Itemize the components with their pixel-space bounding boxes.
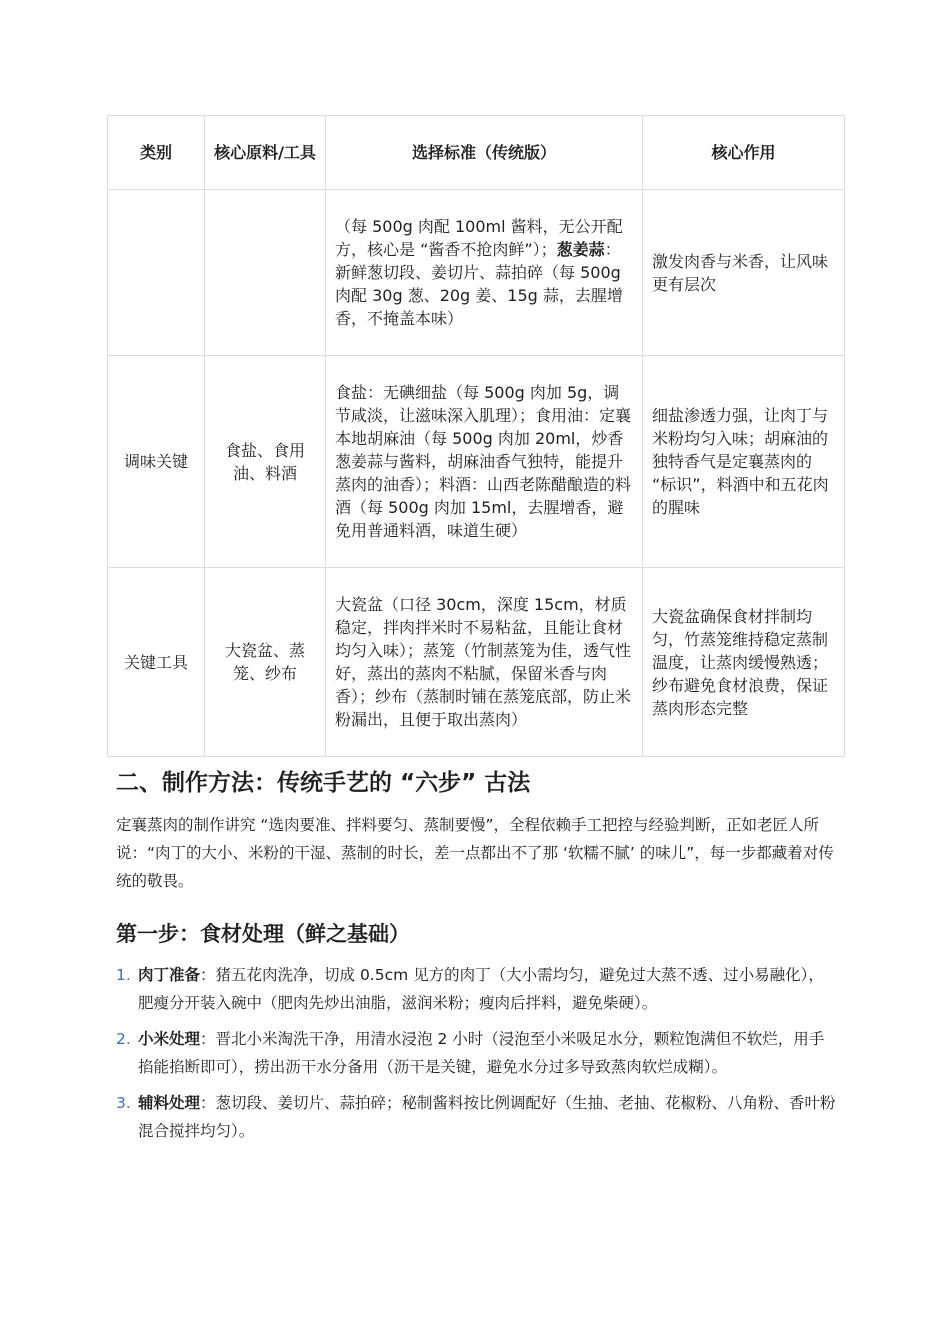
section-heading: 二、制作方法：传统手艺的 “六步” 古法 <box>116 770 531 796</box>
table-row <box>108 356 845 568</box>
list-item <box>116 1089 836 1145</box>
document-page <box>107 115 844 1153</box>
item-label: 辅料处理 <box>138 1094 201 1112</box>
item-label: 肉丁准备 <box>138 966 201 984</box>
item-text: ：晋北小米淘洗干净，用清水浸泡 2 小时（浸泡至小米吸足水分，颗粒饱满但不软烂，用手掐能掐断即可），捞出沥干水分备用（沥干是关键，避免水分过多导致蒸肉软烂成糊）。 <box>138 1030 825 1076</box>
cell-standard: 食盐：无碘细盐（每 500g 肉加 5g，调节咸淡，让滋味深入肌理）；食用油：定襄本地胡麻油（每 500g 肉加 20ml，炒香葱姜蒜与酱料，胡麻油香气独特，能提升蒸肉的油香）；料酒：山西老陈醋酿造的料酒（每 500g 肉加 15ml，去腥增香，避免用普通料酒，味道生硬） <box>326 356 643 568</box>
standard-text-post: ：新鲜葱切段、姜切片、蒜拍碎（每 500g 肉配 30g 葱、20g 姜、15g 蒜，去腥增香，不掩盖本味） <box>335 240 623 328</box>
cell-category: 关键工具 <box>108 568 205 757</box>
list-item <box>116 961 836 1017</box>
list-item <box>116 1025 836 1081</box>
cell-standard <box>326 190 643 356</box>
cell-standard: 大瓷盆（口径 30cm，深度 15cm，材质稳定，拌肉拌米时不易粘盆，且能让食材均匀入味）；蒸笼（竹制蒸笼为佳，透气性好，蒸出的蒸肉不粘腻，保留米香与肉香）；纱布（蒸制时铺在蒸笼底部，防止米粉漏出，且便于取出蒸肉） <box>326 568 643 757</box>
cell-category: 调味关键 <box>108 356 205 568</box>
header-materials: 核心原料/工具 <box>205 116 326 190</box>
table-row <box>108 568 845 757</box>
cell-role: 激发肉香与米香，让风味更有层次 <box>643 190 845 356</box>
cell-materials <box>205 190 326 356</box>
intro-paragraph: 定襄蒸肉的制作讲究 “选肉要准、拌料要匀、蒸制要慢”，全程依赖手工把控与经验判断，正如老匠人所说：“肉丁的大小、米粉的干湿、蒸制的时长，差一点都出不了那 ‘软糯不腻’ 的味儿”，每一步都藏着对传统的敬畏。 <box>116 816 834 890</box>
header-category: 类别 <box>108 116 205 190</box>
standard-text-pre: （每 500g 肉配 100ml 酱料，无公开配方，核心是 “酱香不抢肉鲜”）； <box>335 217 623 259</box>
list-number: 3. <box>116 1094 131 1112</box>
cell-category <box>108 190 205 356</box>
table-row <box>108 190 845 356</box>
standard-bold-term: 葱姜蒜 <box>556 240 605 259</box>
cell-role: 大瓷盆确保食材拌制均匀，竹蒸笼维持稳定蒸制温度，让蒸肉缓慢熟透；纱布避免食材浪费，保证蒸肉形态完整 <box>643 568 845 757</box>
step-heading: 第一步：食材处理（鲜之基础） <box>116 922 410 946</box>
list-number: 2. <box>116 1030 131 1048</box>
header-role: 核心作用 <box>643 116 845 190</box>
step-list <box>116 961 836 1145</box>
item-text: ：猪五花肉洗净，切成 0.5cm 见方的肉丁（大小需均匀，避免过大蒸不透、过小易融化），肥瘦分开装入碗中（肥肉先炒出油脂，滋润米粉；瘦肉后拌料，避免柴硬）。 <box>138 966 824 1012</box>
item-text: ：葱切段、姜切片、蒜拍碎；秘制酱料按比例调配好（生抽、老抽、花椒粉、八角粉、香叶粉混合搅拌均匀）。 <box>138 1094 836 1140</box>
item-label: 小米处理 <box>138 1030 201 1048</box>
table-header-row <box>108 116 845 190</box>
cell-materials: 食盐、食用油、料酒 <box>205 356 326 568</box>
header-standard: 选择标准（传统版） <box>326 116 643 190</box>
cell-role: 细盐渗透力强，让肉丁与米粉均匀入味；胡麻油的独特香气是定襄蒸肉的 “标识”，料酒中和五花肉的腥味 <box>643 356 845 568</box>
cell-materials: 大瓷盆、蒸笼、纱布 <box>205 568 326 757</box>
list-number: 1. <box>116 966 131 984</box>
ingredients-table <box>107 115 845 757</box>
